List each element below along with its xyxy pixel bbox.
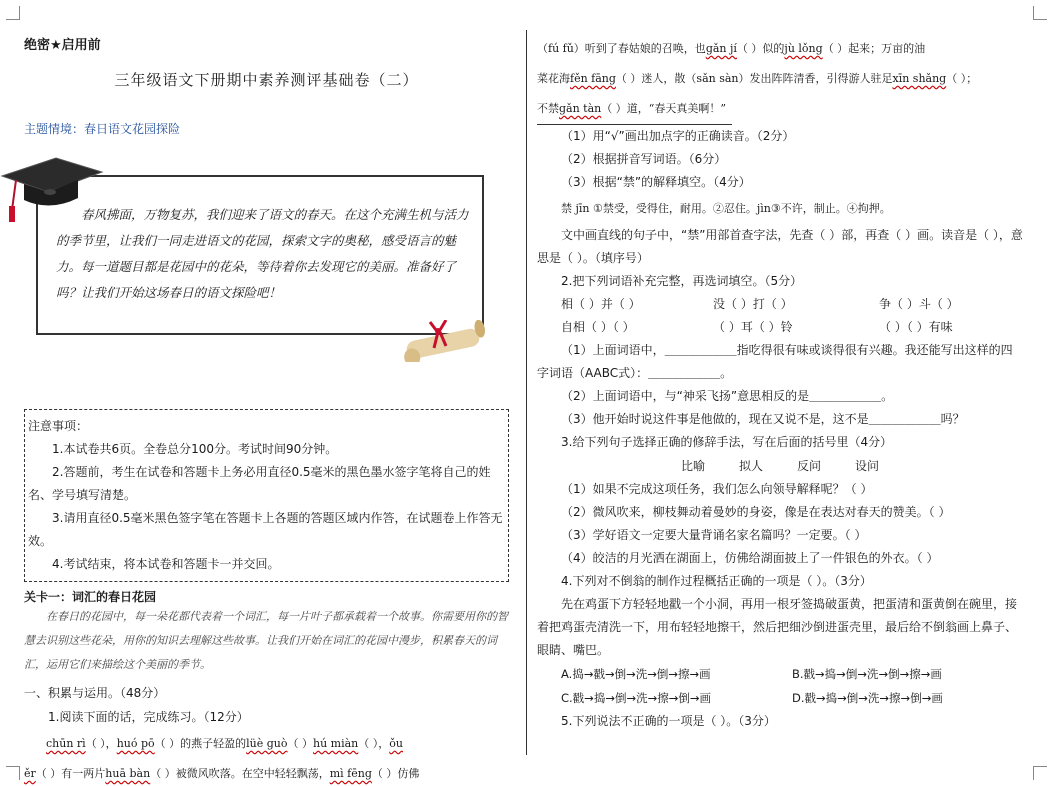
sub-question: （3）学好语文一定要大量背诵名家名篇吗？一定要。（ ）: [561, 528, 867, 542]
blank-text: （ ）的燕子轻盈的: [154, 737, 247, 750]
crop-mark-top-right: [1033, 6, 1047, 20]
rhetoric-option: 反问: [797, 459, 822, 473]
crop-mark-bottom-left: [6, 766, 20, 780]
underlined-sentence: [537, 94, 732, 125]
question-1: 1.阅读下面的话，完成练习。（12分）: [48, 710, 249, 724]
page-title: 三年级语文下册期中素养测评基础卷（二）: [114, 71, 419, 89]
rhetoric-option: 比喻: [680, 459, 705, 473]
crop-mark-bottom-right: [1033, 766, 1047, 780]
idiom-blank: 自相（ ）（ ）: [561, 320, 635, 334]
sub-question: （3）他开始时说这件事是他做的，现在又说不是，这不是＿＿＿＿＿＿吗？: [561, 412, 965, 426]
graduation-cap-icon: [0, 148, 104, 228]
pinyin-paragraph-line-1: [24, 729, 509, 759]
choice-row: [537, 662, 1023, 686]
pinyin: ǒu: [389, 737, 403, 750]
pinyin: hú miàn: [313, 737, 359, 750]
pinyin: gǎn tàn: [559, 102, 602, 115]
sub-question: （1）上面词语中，＿＿＿＿＿＿指吃得很有味或谈得很有兴趣。我还能写出这样的四字词语（AABC式）：＿＿＿＿＿＿。: [537, 343, 1013, 380]
notice-item: 2.答题前，考生在试卷和答题卡上务必用直径0.5毫米的黑色墨水签字笔将自己的姓名、学号填写清楚。: [28, 465, 491, 502]
question-4: 4.下列对不倒翁的制作过程概括正确的一项是（ ）。（3分）: [561, 574, 872, 588]
idiom-row-1: [537, 293, 1023, 316]
sub-question: （2）上面词语中，与“神采飞扬”意思相反的是＿＿＿＿＿＿。: [561, 389, 894, 403]
pinyin-paragraph-line-2: [24, 759, 509, 786]
notice-item: 3.请用直径0.5毫米黑色签字笔在答题卡上各题的答题区域内作答，在试题卷上作答无效。: [28, 511, 503, 548]
passage-text: （ ）起来；万亩的油: [822, 42, 926, 55]
column-divider: [526, 30, 527, 755]
story-text: 春风拂面，万物复苏，我们迎来了语文的春天。在这个充满生机与活力的季节里，让我们一同走进语文的花园，探索文字的奥秘，感受语言的魅力。每一道题目都是花园中的花朵，等待着你去发现它的美丽。准备好了吗？让我们开始这场春日的语文探险吧！: [56, 207, 469, 300]
sub-question: （2）微风吹来，柳枝舞动着曼妙的身姿，像是在表达对春天的赞美。（ ）: [561, 505, 951, 519]
pinyin: gǎn jí: [705, 42, 737, 55]
sub-question: （1）用“√”画出加点字的正确读音。（2分）: [561, 129, 795, 143]
question-5: 5.下列说法不正确的一项是（ ）。（3分）: [561, 714, 776, 728]
passage-text: （fú fǔ）听到了春姑娘的召唤，也: [537, 42, 706, 55]
passage-line-2: [537, 64, 1023, 94]
jin-definition: 禁 jīn ①禁受，受得住，耐用。②忍住。jìn③不许，制止。④拘押。: [561, 202, 891, 215]
right-column: [537, 34, 1023, 733]
question-3: 3.给下列句子选择正确的修辞手法，写在后面的括号里（4分）: [561, 435, 893, 449]
passage-text: 菜花海: [537, 72, 570, 85]
section-title: 一、积累与运用。（48分）: [24, 686, 166, 700]
pinyin: mì fēng: [329, 767, 372, 780]
blank-text: （ ）: [287, 737, 313, 750]
blank-text: （ ）被微风吹落。在空中轻轻飘荡，: [150, 767, 330, 780]
idiom-row-2: [537, 316, 1023, 339]
crop-mark-top-left: [6, 6, 20, 20]
pinyin: huā bàn: [105, 767, 151, 780]
idiom-blank: 争（ ）斗（ ）: [879, 297, 959, 311]
passage-text: 不禁: [537, 102, 559, 115]
rhetoric-options: [537, 454, 1023, 478]
notice-title: 注意事项：: [28, 419, 89, 433]
idiom-blank: （ ）（ ）有味: [879, 320, 953, 334]
pinyin: ěr: [24, 767, 36, 780]
idiom-blank: 没（ ）打（ ）: [713, 297, 793, 311]
level-title: 关卡一：词汇的春日花园: [24, 590, 157, 604]
passage-text: （ ）似的: [736, 42, 785, 55]
pinyin: lüè guò: [246, 737, 288, 750]
idiom-blank: （ ）耳（ ）铃: [713, 320, 793, 334]
diploma-scroll-icon: [400, 320, 492, 362]
choice-option: C.戳→捣→倒→洗→擦→倒→画: [561, 691, 711, 705]
passage-line-3: [537, 94, 1023, 125]
sub-question: （2）根据拼音写词语。（6分）: [561, 152, 727, 166]
idiom-blank: 相（ ）并（ ）: [561, 297, 641, 311]
question-4-text: 先在鸡蛋下方轻轻地戳一个小洞，再用一根牙签捣破蛋黄，把蛋清和蛋黄倒在碗里，接着把鸡蛋壳清洗一下，用布轻轻地擦干，然后把细沙倒进蛋壳里，最后给不倒翁画上鼻子、眼睛、嘴巴。: [537, 597, 1018, 657]
passage-text: （ ）迷人，散（sǎn sàn）发出阵阵清香，引得游人驻足: [615, 72, 893, 85]
blank-text: （ ）有一两片: [35, 767, 106, 780]
rhetoric-option: 拟人: [738, 459, 763, 473]
pinyin: fěn fāng: [570, 72, 616, 85]
sub-question: （3）根据“禁”的解释填空。（4分）: [561, 175, 751, 189]
rhetoric-option: 设问: [855, 459, 880, 473]
notice-item: 4.考试结束，将本试卷和答题卡一并交回。: [52, 557, 280, 571]
pinyin: chūn rì: [46, 737, 86, 750]
theme-label: 主题情境：春日语文花园探险: [24, 122, 181, 136]
choice-option: A.捣→戳→倒→洗→倒→擦→画: [561, 667, 711, 681]
question-2: 2.把下列词语补充完整，再选词填空。（5分）: [561, 274, 803, 288]
passage-text: （ ）；: [946, 72, 978, 85]
left-column: [24, 34, 509, 786]
blank-text: （ ），: [358, 737, 390, 750]
blank-text: （ ），: [85, 737, 117, 750]
secret-label: 绝密★启用前: [24, 38, 101, 53]
blank-text: （ ）仿佛: [371, 767, 420, 780]
passage-text: （ ）道，“春天真美啊！”: [601, 102, 726, 115]
sub-question: （1）如果不完成这项任务，我们怎么向领导解释呢？（ ）: [561, 482, 873, 496]
level-intro: 在春日的花园中，每一朵花都代表着一个词汇，每一片叶子都承载着一个故事。你需要用你的智慧去识别这些花朵，用你的知识去理解这些故事。让我们开始在词汇的花园中漫步，积累春天的词汇，运用它们来描绘这个美丽的季节。: [24, 610, 508, 671]
pinyin: xīn shǎng: [892, 72, 947, 85]
jin-question: 文中画直线的句子中，“禁”用部首查字法，先查（ ）部，再查（ ）画。读音是（ ），意思是（ ）。（填序号）: [537, 228, 1023, 265]
choice-option: B.戳→捣→倒→洗→倒→擦→画: [792, 667, 942, 681]
sub-question: （4）皎洁的月光洒在湖面上，仿佛给湖面披上了一件银色的外衣。（ ）: [561, 551, 939, 565]
notice-item: 1.本试卷共6页。全卷总分100分。考试时间90分钟。: [52, 442, 338, 456]
pinyin: huó pō: [116, 737, 155, 750]
notice-box: [24, 409, 509, 582]
choice-row: [537, 686, 1023, 710]
pinyin: jù lǒng: [784, 42, 823, 55]
passage-line-1: [537, 34, 1023, 64]
choice-option: D.戳→捣→倒→洗→擦→倒→画: [792, 691, 943, 705]
